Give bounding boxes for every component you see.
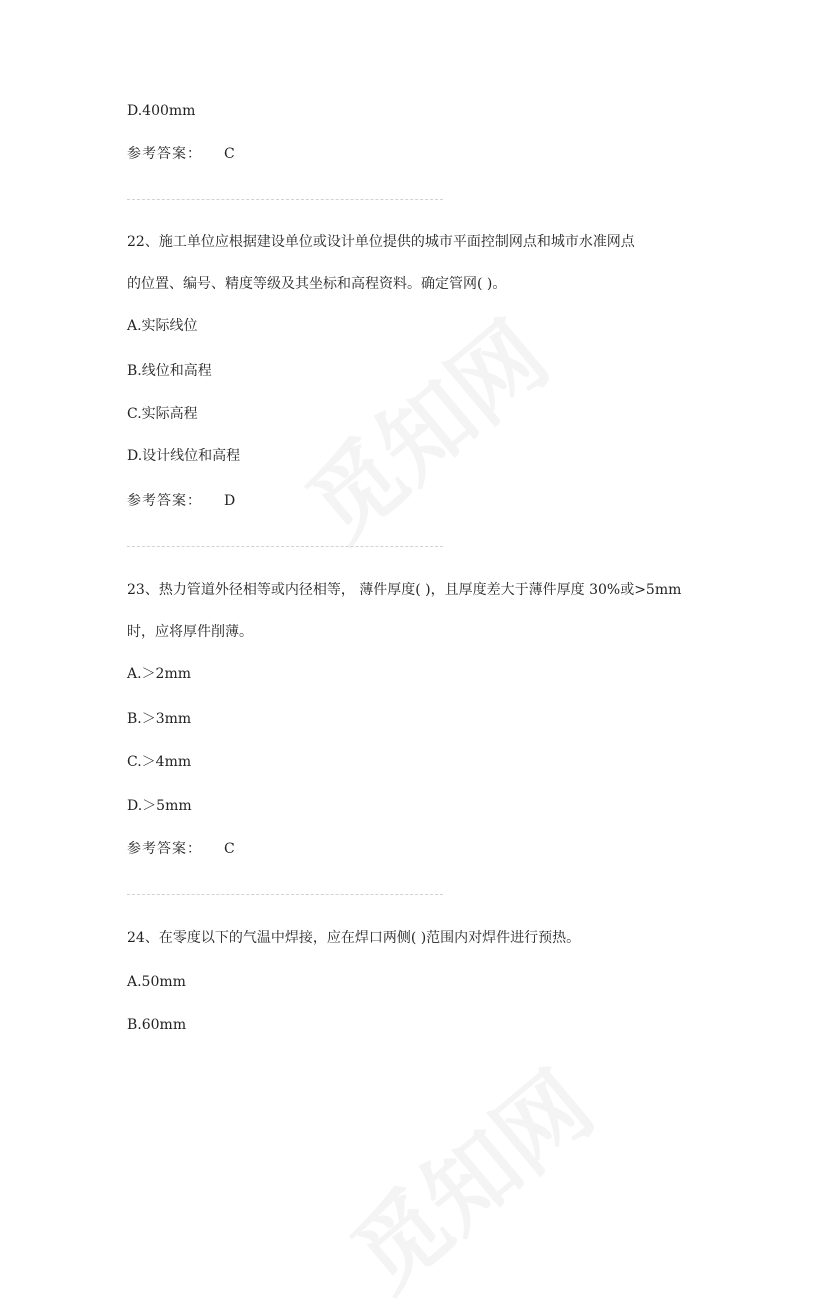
q23-option-d: D.＞5mm [127, 798, 192, 814]
answer-label: 参考答案： [127, 841, 202, 857]
q21-answer [127, 144, 235, 164]
answer-value: C [224, 841, 235, 857]
separator [127, 546, 443, 547]
q23-option-b: B.＞3mm [127, 711, 192, 727]
q23-text-line2: 时，应将厚件削薄。 [127, 624, 253, 640]
answer-value: D [224, 493, 236, 509]
q21-option-d: D.400mm [127, 103, 196, 119]
q23-option-a: A.＞2mm [127, 666, 192, 682]
q22-option-b: B.线位和高程 [127, 363, 212, 379]
answer-label: 参考答案： [127, 493, 202, 509]
q22-option-d: D.设计线位和高程 [127, 448, 241, 464]
q22-text-line1: 22、施工单位应根据建设单位或设计单位提供的城市平面控制网点和城市水准网点 [127, 234, 635, 250]
q23-option-c: C.＞4mm [127, 754, 192, 770]
q24-text-line1: 24、在零度以下的气温中焊接，应在焊口两侧( )范围内对焊件进行预热。 [127, 930, 581, 946]
q24-option-a: A.50mm [127, 974, 186, 990]
watermark-center [275, 287, 571, 566]
q22-answer [127, 491, 235, 511]
answer-value: C [224, 146, 235, 162]
separator [127, 199, 443, 200]
q22-text-line2: 的位置、编号、精度等级及其坐标和高程资料。确定管网( )。 [127, 276, 507, 292]
q23-text-line1: 23、热力管道外径相等或内径相等， 薄件厚度( )，且厚度差大于薄件厚度 30%或>5mm [127, 582, 682, 598]
separator [127, 894, 443, 895]
q22-option-a: A.实际线位 [127, 318, 198, 334]
q23-answer [127, 839, 235, 859]
q24-option-b: B.60mm [127, 1017, 187, 1033]
watermark-bottom [320, 1037, 616, 1315]
q22-option-c: C.实际高程 [127, 406, 198, 422]
answer-label: 参考答案： [127, 146, 202, 162]
